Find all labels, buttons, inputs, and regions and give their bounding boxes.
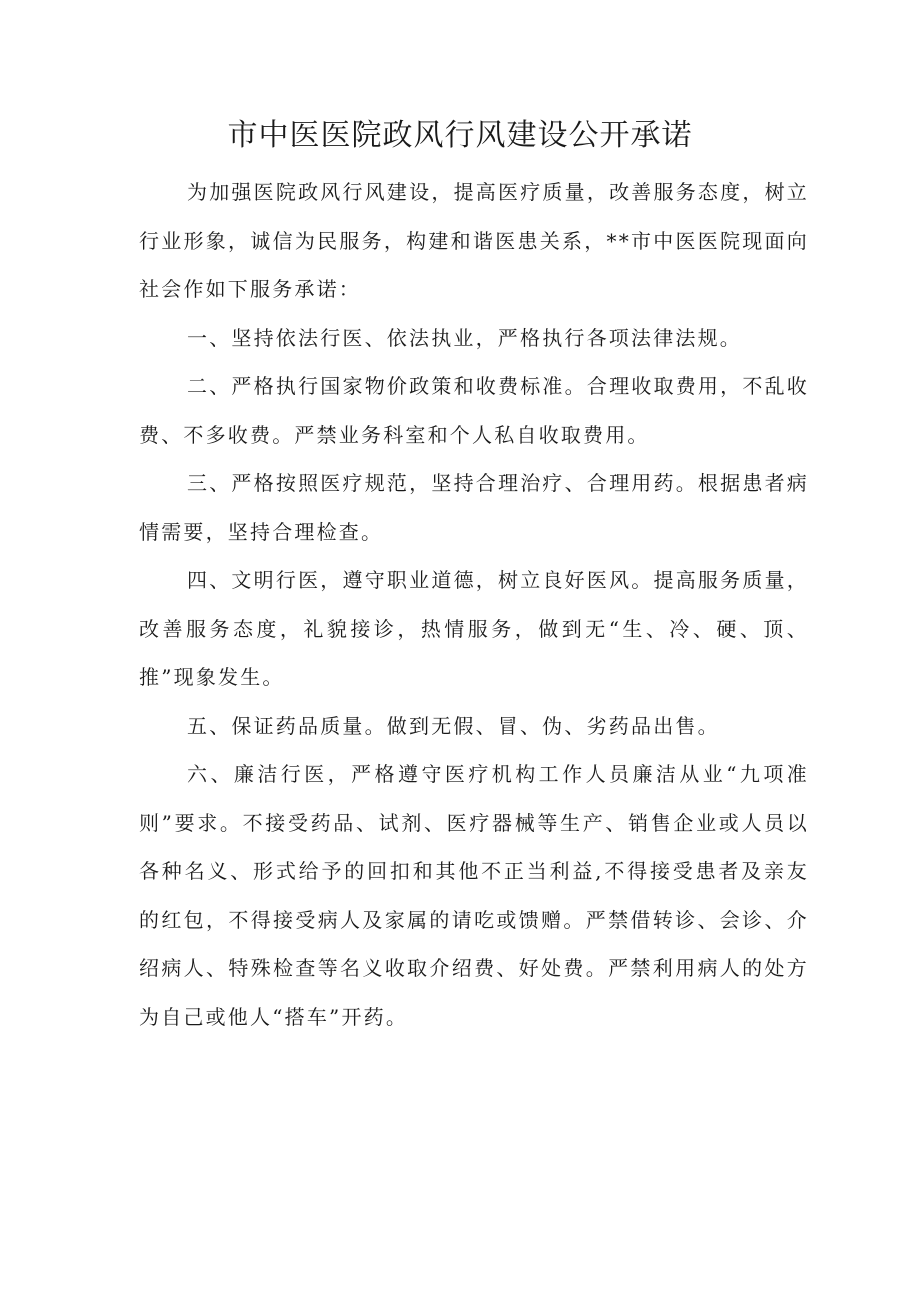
- paragraph-item-4: 四、文明行医，遵守职业道德，树立良好医风。提高服务质量，改善服务态度，礼貌接诊，热情服务，做到无“生、冷、硬、顶、推”现象发生。: [139, 568, 809, 689]
- paragraph-intro: 为加强医院政风行风建设，提高医疗质量，改善服务态度，树立行业形象，诚信为民服务，构建和谐医患关系，**市中医医院现面向社会作如下服务承诺：: [139, 180, 809, 301]
- paragraph-item-2: 二、严格执行国家物价政策和收费标准。合理收取费用，不乱收费、不多收费。严禁业务科室和个人私自收取费用。: [139, 374, 809, 447]
- paragraph-item-1: 一、坚持依法行医、依法执业，严格执行各项法律法规。: [187, 325, 742, 350]
- paragraph-item-6: 六、廉洁行医，严格遵守医疗机构工作人员廉洁从业“九项准则”要求。不接受药品、试剂、医疗器械等生产、销售企业或人员以各种名义、形式给予的回扣和其他不正当利益,不得接受患者及亲友的红包，不得接受病人及家属的请吃或馈赠。严禁借转诊、会诊、介绍病人、特殊检查等名义收取介绍费、好处费。严禁利用病人的处方为自己或他人“搭车”开药。: [139, 762, 809, 1029]
- document-title: 市中医医院政风行风建设公开承诺: [227, 118, 693, 153]
- document-body: [139, 168, 809, 1041]
- paragraph-item-5: 五、保证药品质量。做到无假、冒、伪、劣药品出售。: [187, 713, 720, 738]
- paragraph-item-3: 三、严格按照医疗规范，坚持合理治疗、合理用药。根据患者病情需要，坚持合理检查。: [139, 471, 809, 544]
